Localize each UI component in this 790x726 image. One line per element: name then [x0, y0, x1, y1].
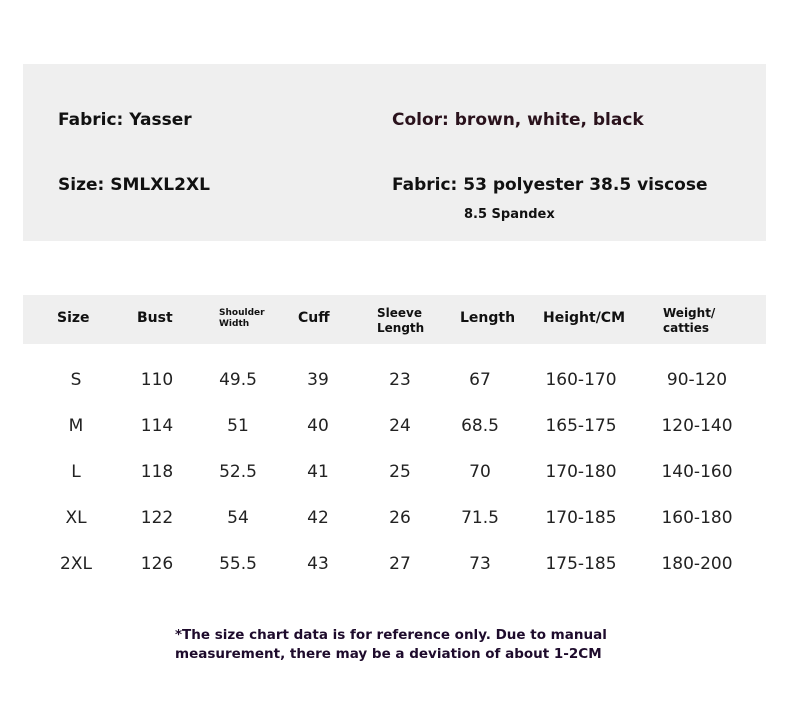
header-shoulder-line1: Shoulder: [219, 308, 265, 318]
color-options: Color: brown, white, black: [392, 110, 644, 130]
disclaimer-line1: *The size chart data is for reference only. Due to manual: [175, 627, 607, 643]
fabric-composition: Fabric: 53 polyester 38.5 viscose: [392, 175, 708, 195]
cell-cuff: 42: [307, 508, 329, 528]
cell-bust: 118: [140, 462, 174, 482]
cell-weight: 140-160: [661, 462, 733, 482]
cell-sleeve: 26: [389, 508, 411, 528]
cell-size: XL: [65, 508, 87, 528]
cell-cuff: 43: [307, 554, 329, 574]
header-cuff: Cuff: [298, 310, 330, 326]
cell-shoulder: 52.5: [219, 462, 257, 482]
cell-bust: 122: [140, 508, 174, 528]
header-shoulder-width: [219, 308, 265, 330]
cell-bust: 110: [140, 370, 174, 390]
cell-height: 160-170: [545, 370, 617, 390]
header-weight-line2: catties: [663, 321, 710, 335]
cell-sleeve: 23: [389, 370, 411, 390]
cell-shoulder: 55.5: [219, 554, 257, 574]
header-height: Height/CM: [543, 310, 626, 326]
cell-cuff: 41: [307, 462, 329, 482]
size-options: Size: SMLXL2XL: [58, 175, 210, 195]
cell-height: 170-185: [545, 508, 617, 528]
disclaimer-note: [175, 626, 607, 664]
cell-length: 68.5: [461, 416, 499, 436]
cell-length: 70: [469, 462, 491, 482]
cell-size: 2XL: [60, 554, 92, 574]
cell-shoulder: 54: [227, 508, 249, 528]
header-sleeve-line2: Length: [377, 321, 425, 335]
header-length: Length: [460, 310, 516, 326]
cell-weight: 180-200: [661, 554, 733, 574]
cell-height: 170-180: [545, 462, 617, 482]
product-info-panel: [23, 64, 766, 241]
header-size: Size: [57, 310, 90, 326]
header-shoulder-line2: Width: [219, 319, 250, 329]
cell-bust: 114: [140, 416, 174, 436]
fabric-composition-continued: 8.5 Spandex: [464, 207, 555, 222]
cell-weight: 90-120: [666, 370, 728, 390]
cell-height: 175-185: [545, 554, 617, 574]
cell-cuff: 40: [307, 416, 329, 436]
header-weight: [663, 306, 715, 336]
header-sleeve-length: [377, 306, 424, 336]
cell-sleeve: 24: [389, 416, 411, 436]
fabric-name: Fabric: Yasser: [58, 110, 192, 130]
disclaimer-line2: measurement, there may be a deviation of about 1-2CM: [175, 646, 602, 662]
size-table-header: [23, 295, 766, 344]
header-sleeve-line1: Sleeve: [377, 306, 422, 320]
cell-length: 71.5: [461, 508, 499, 528]
cell-shoulder: 49.5: [219, 370, 257, 390]
header-weight-line1: Weight/: [663, 306, 716, 320]
cell-sleeve: 27: [389, 554, 411, 574]
cell-sleeve: 25: [389, 462, 411, 482]
cell-shoulder: 51: [227, 416, 249, 436]
cell-bust: 126: [140, 554, 174, 574]
cell-cuff: 39: [307, 370, 329, 390]
cell-weight: 160-180: [661, 508, 733, 528]
cell-size: S: [70, 370, 82, 390]
cell-size: M: [68, 416, 84, 436]
cell-weight: 120-140: [661, 416, 733, 436]
header-bust: Bust: [137, 310, 173, 326]
cell-height: 165-175: [545, 416, 617, 436]
cell-size: L: [71, 462, 81, 482]
cell-length: 67: [469, 370, 491, 390]
cell-length: 73: [469, 554, 491, 574]
